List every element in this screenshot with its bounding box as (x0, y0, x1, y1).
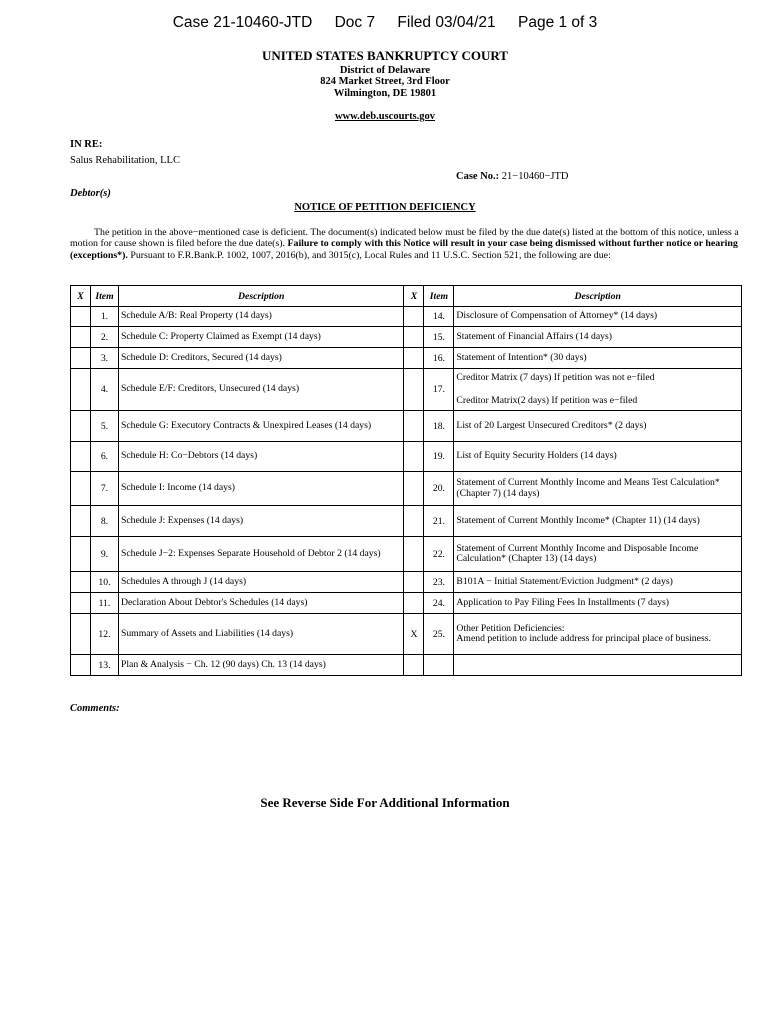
comments-label: Comments: (70, 703, 120, 714)
checkbox-right (404, 307, 424, 327)
item-description-left (118, 348, 404, 369)
checkbox-left (71, 472, 91, 506)
table-row (71, 572, 742, 593)
item-number-left (90, 307, 118, 327)
item-description-left-text: Schedule E/F: Creditors, Unsecured (14 days) (120, 383, 300, 395)
table-row (71, 307, 742, 327)
checkbox-left (71, 537, 91, 572)
item-number-left-text: 3. (100, 352, 109, 364)
table-row (71, 411, 742, 442)
checkbox-right (404, 614, 424, 655)
item-description-left-text: Schedule D: Creditors, Secured (14 days) (120, 351, 282, 363)
case-no-value: 21−10460−JTD (501, 171, 569, 182)
item-number-left (90, 472, 118, 506)
item-number-right-text: 23. (432, 576, 445, 588)
item-description-left-text: Schedules A through J (14 days) (120, 575, 247, 587)
table-row (71, 348, 742, 369)
court-url-link[interactable]: www.deb.uscourts.gov (334, 111, 436, 122)
item-description-right-text: B101A − Initial Statement/Eviction Judgment* (2 days) (456, 575, 673, 587)
intro-warning: Failure to comply with this Notice will result in your case being dismissed without further notice or hearing (exceptions*). (70, 238, 738, 261)
item-number-right (424, 593, 454, 614)
item-number-right-text: 18. (432, 420, 445, 432)
item-description-right-text: List of Equity Security Holders (14 days) (456, 450, 617, 462)
checkbox-left (71, 572, 91, 593)
item-number-right (424, 537, 454, 572)
item-description-left-text: Schedule A/B: Real Property (14 days) (120, 310, 272, 322)
intro-text-2: Pursuant to F.R.Bank.P. 1002, 1007, 2016(b), and 3015(c), Local Rules and 11 U.S.C. Section 521, the following are due: (127, 249, 611, 261)
court-name: UNITED STATES BANKRUPTCY COURT (262, 48, 508, 63)
item-description-right (454, 442, 742, 472)
item-description-right-text: Creditor Matrix (7 days) If petition was not e−filed (456, 371, 655, 383)
deficiency-table (70, 285, 742, 676)
item-number-left-text: 2. (100, 331, 109, 343)
notice-intro (70, 227, 742, 261)
item-description-left (118, 593, 404, 614)
item-number-left (90, 442, 118, 472)
intro-text-1: The petition in the above−mentioned case is deficient. The document(s) indicated below must be filed by the due date(s) listed at the bottom of this notice, unless a motion for cause shown is filed before the due date(s). (70, 227, 739, 250)
checkbox-right (404, 572, 424, 593)
checkbox-right-text: X (410, 628, 418, 640)
item-description-left (118, 411, 404, 442)
table-row (71, 442, 742, 472)
item-number-left-text: 6. (100, 451, 109, 462)
item-number-left (90, 369, 118, 411)
item-number-right (424, 442, 454, 472)
checkbox-right (404, 442, 424, 472)
case-no-label: Case No.: (456, 171, 500, 182)
item-number-left-text: 12. (98, 628, 111, 640)
item-description-right-text: Statement of Current Monthly Income and Means Test Calculation* (Chapter 7) (14 days) (456, 477, 720, 499)
item-number-left (90, 348, 118, 369)
item-description-left (118, 572, 404, 593)
item-number-left (90, 506, 118, 537)
item-description-right (454, 655, 742, 676)
item-number-left-text: 10. (98, 576, 111, 588)
court-street: 824 Market Street, 3rd Floor (320, 76, 450, 87)
item-description-left-text: Schedule H: Co−Debtors (14 days) (120, 450, 258, 462)
debtor-label: Debtor(s) (70, 188, 111, 199)
item-description-left (118, 369, 404, 411)
item-description-left (118, 307, 404, 327)
item-number-right-text: 19. (432, 451, 445, 462)
checkbox-right (404, 593, 424, 614)
item-number-right (424, 411, 454, 442)
doc-number: Doc 7 (334, 14, 376, 31)
item-description-right-text: List of 20 Largest Unsecured Creditors* (2 days) (456, 419, 647, 431)
header-description: Description (454, 286, 742, 307)
reverse-side-note: See Reverse Side For Additional Information (260, 795, 510, 810)
item-description-right-text: Statement of Intention* (30 days) (456, 351, 587, 363)
item-description-right (454, 411, 742, 442)
item-description-right (454, 307, 742, 327)
header-x: X (404, 286, 424, 307)
item-number-left-text: 9. (100, 548, 109, 560)
item-number-right-text: 22. (432, 548, 445, 560)
item-number-right (424, 614, 454, 655)
header-item: Item (90, 286, 118, 307)
filing-header (0, 14, 770, 32)
checkbox-right (404, 369, 424, 411)
item-description-left (118, 506, 404, 537)
item-description-right (454, 472, 742, 506)
checkbox-left (71, 348, 91, 369)
item-number-left (90, 593, 118, 614)
checkbox-right (404, 537, 424, 572)
item-description-right (454, 327, 742, 348)
court-city: Wilmington, DE 19801 (333, 88, 437, 99)
item-number-right (424, 572, 454, 593)
item-description-left-text: Summary of Assets and Liabilities (14 days) (120, 627, 294, 639)
checkbox-left (71, 506, 91, 537)
checkbox-right (404, 472, 424, 506)
table-row (71, 472, 742, 506)
case-number (456, 171, 568, 182)
item-number-right (424, 327, 454, 348)
item-description-right-text: Statement of Financial Affairs (14 days) (456, 330, 612, 342)
item-description-right (454, 506, 742, 537)
item-description-right-text-2: Amend petition to include address for principal place of business. (456, 633, 711, 644)
checkbox-left (71, 442, 91, 472)
item-number-right-text: 15. (432, 331, 445, 343)
item-description-left-text: Schedule J−2: Expenses Separate Household of Debtor 2 (14 days) (120, 547, 381, 559)
header-description: Description (118, 286, 404, 307)
table-row (71, 369, 742, 411)
table-row (71, 655, 742, 676)
checkbox-left (71, 614, 91, 655)
item-number-right-text: 17. (432, 384, 445, 395)
item-number-left-text: 5. (100, 420, 109, 432)
item-description-left (118, 537, 404, 572)
item-description-left (118, 327, 404, 348)
debtor-name: Salus Rehabilitation, LLC (70, 155, 180, 166)
item-number-left-text: 11. (98, 597, 111, 609)
header-item: Item (424, 286, 454, 307)
item-description-right-text: Application to Pay Filing Fees In Installments (7 days) (456, 596, 669, 608)
table-row (71, 327, 742, 348)
item-number-right (424, 506, 454, 537)
item-number-left-text: 13. (98, 659, 111, 671)
item-number-right-text: 25. (432, 628, 445, 640)
header-x: X (71, 286, 91, 307)
item-description-right (454, 572, 742, 593)
item-description-left-text: Schedule J: Expenses (14 days) (120, 514, 244, 526)
item-description-right-text: Disclosure of Compensation of Attorney* (14 days) (456, 310, 658, 322)
item-description-left-text: Schedule G: Executory Contracts & Unexpired Leases (14 days) (120, 419, 372, 431)
item-description-left (118, 472, 404, 506)
checkbox-right (404, 411, 424, 442)
in-re-label: IN RE: (70, 139, 103, 150)
checkbox-right (404, 327, 424, 348)
item-description-left-text: Plan & Analysis − Ch. 12 (90 days) Ch. 13 (14 days) (120, 658, 326, 670)
checkbox-left (71, 411, 91, 442)
table-row (71, 506, 742, 537)
item-number-right-text: 21. (432, 515, 445, 527)
item-number-left (90, 411, 118, 442)
table-row (71, 537, 742, 572)
filed-date: Filed 03/04/21 (397, 14, 496, 31)
item-number-left-text: 7. (100, 483, 109, 494)
item-description-left (118, 614, 404, 655)
item-number-left-text: 4. (100, 384, 109, 395)
item-description-left (118, 655, 404, 676)
item-number-left (90, 614, 118, 655)
court-district: District of Delaware (339, 65, 431, 76)
item-number-right (424, 369, 454, 411)
table-row (71, 614, 742, 655)
checkbox-right (404, 506, 424, 537)
item-number-right-text: 14. (432, 311, 445, 322)
item-description-left (118, 442, 404, 472)
item-number-right (424, 655, 454, 676)
item-description-right-text: Other Petition Deficiencies: (456, 622, 565, 634)
table-header-row (71, 286, 742, 307)
item-number-left (90, 655, 118, 676)
table-row (71, 593, 742, 614)
item-description-right (454, 593, 742, 614)
case-number-header: Case 21-10460-JTD (172, 14, 313, 31)
table-body (71, 307, 742, 676)
item-number-right (424, 307, 454, 327)
checkbox-left (71, 327, 91, 348)
checkbox-left (71, 307, 91, 327)
item-description-right (454, 614, 742, 655)
item-description-right-text: Statement of Current Monthly Income* (Chapter 11) (14 days) (456, 514, 700, 526)
item-number-right-text: 24. (432, 597, 445, 609)
checkbox-right (404, 348, 424, 369)
item-description-right-text-2: Creditor Matrix(2 days) If petition was e−filed (456, 395, 638, 406)
item-number-right-text: 16. (432, 352, 445, 364)
item-description-left-text: Declaration About Debtor's Schedules (14 days) (120, 596, 308, 608)
checkbox-left (71, 593, 91, 614)
checkbox-left (71, 369, 91, 411)
item-description-right (454, 348, 742, 369)
item-number-left (90, 327, 118, 348)
item-number-left (90, 537, 118, 572)
checkbox-right (404, 655, 424, 676)
item-description-right-text: Statement of Current Monthly Income and Disposable Income Calculation* (Chapter 13) (14 days) (456, 542, 699, 564)
item-description-right (454, 369, 742, 411)
page-indicator: Page 1 of 3 (517, 14, 598, 31)
item-description-left-text: Schedule C: Property Claimed as Exempt (14 days) (120, 330, 321, 342)
notice-title: NOTICE OF PETITION DEFICIENCY (294, 202, 476, 213)
item-description-left-text: Schedule I: Income (14 days) (120, 482, 236, 494)
item-number-left (90, 572, 118, 593)
item-number-left-text: 1. (100, 311, 109, 322)
item-number-right (424, 348, 454, 369)
item-number-right (424, 472, 454, 506)
item-number-left-text: 8. (100, 515, 109, 527)
item-number-right-text: 20. (432, 483, 445, 494)
item-description-right (454, 537, 742, 572)
checkbox-left (71, 655, 91, 676)
